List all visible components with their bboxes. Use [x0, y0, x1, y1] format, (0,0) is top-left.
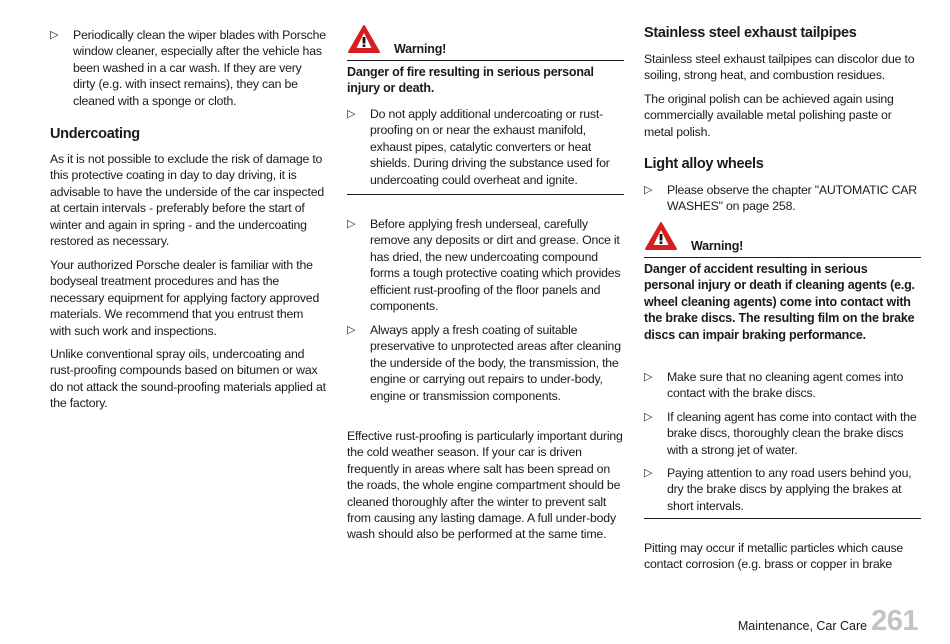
bullet-text: Do not apply additional undercoating or rust-proofing on or near the exhaust manifold, exhaust pipes, catalytic converters or heat shields. During driving the substance used for undercoating could overheat and ignite. — [370, 107, 610, 187]
page-footer — [738, 604, 918, 636]
section-heading-wheels: Light alloy wheels — [644, 156, 764, 172]
list-item — [347, 322, 624, 404]
section-heading-exhaust: Stainless steel exhaust tailpipes — [644, 25, 857, 41]
bullet-arrow-icon: ▷ — [347, 218, 356, 230]
bullet-text: Periodically clean the wiper blades with Porsche window cleaner, especially after the vehicle has been washed in a car wash. If they are very dirty (e.g. with insect remains), they can be cleaned with a sponge or cloth. — [73, 28, 326, 108]
page-number: 261 — [871, 605, 918, 637]
bullet-arrow-icon: ▷ — [347, 108, 356, 120]
warning-divider — [347, 194, 624, 195]
list-item — [644, 465, 921, 514]
list-item — [644, 409, 921, 458]
warning-label: Warning! — [691, 238, 744, 253]
bullet-text: Make sure that no cleaning agent comes into contact with the brake discs. — [667, 370, 904, 401]
warning-header — [644, 221, 921, 258]
paragraph: Your authorized Porsche dealer is familiar with the bodyseal treatment procedures and has the necessary equipment for applying factory approved materials. We recommend that you entrust them with such work and inspections. — [50, 258, 320, 338]
bullet-text: Paying attention to any road users behind you, dry the brake discs by applying the brakes at short intervals. — [667, 466, 912, 513]
footer-section-label: Maintenance, Car Care — [737, 619, 868, 633]
warning-triangle-icon — [347, 24, 381, 54]
bullet-text: Always apply a fresh coating of suitable preservative to unprotected areas after cleaning the underside of the body, the transmission, the engine or carrying out repairs to under-body, engine or transmission components. — [370, 323, 621, 403]
bullet-text: Before applying fresh underseal, carefully remove any deposits or dirt and grease. Once it has dried, the new undercoating compound forms a tough protective coating which provides efficient rust-proofing of the floor panels and components. — [370, 217, 621, 314]
list-item — [644, 182, 921, 215]
list-item — [347, 216, 624, 314]
warning-text: Danger of accident resulting in serious personal injury or death if cleaning agents (e.g. wheel cleaning agents) come into contact with the brake discs. The resulting film on the brake discs can impair braking performance. — [644, 262, 915, 342]
warning-divider — [644, 518, 921, 519]
bullet-text: Please observe the chapter "AUTOMATIC CAR WASHES" on page 258. — [667, 183, 917, 214]
warning-label: Warning! — [394, 41, 447, 56]
list-item — [347, 106, 624, 188]
bullet-arrow-icon: ▷ — [347, 324, 356, 336]
paragraph: As it is not possible to exclude the risk of damage to this protective coating in day to day driving, it is advisable to have the underside of the car inspected at certain intervals - preferably before the start of winter and again in spring - and the undercoating restored as necessary. — [50, 152, 324, 249]
section-heading-undercoating: Undercoating — [50, 126, 140, 142]
bullet-arrow-icon: ▷ — [644, 184, 653, 196]
bullet-arrow-icon: ▷ — [50, 29, 59, 41]
bullet-arrow-icon: ▷ — [644, 467, 653, 479]
warning-text: Danger of fire resulting in serious personal injury or death. — [347, 65, 594, 96]
warning-header — [347, 24, 624, 61]
warning-triangle-icon — [644, 221, 678, 251]
paragraph: The original polish can be achieved again using commercially available metal polishing paste or metal polish. — [644, 92, 894, 139]
paragraph: Unlike conventional spray oils, undercoating and rust-proofing compounds based on bitumen or wax do not attack the sound-proofing materials applied at the factory. — [50, 347, 326, 411]
paragraph: Effective rust-proofing is particularly important during the cold weather season. If your car is driven frequently in areas where salt has been spread on the roads, the whole engine compartment should be cleaned thoroughly after the winter to prevent salt from causing any lasting damage. A full under-body wash should also be performed at the same time. — [347, 429, 623, 542]
bullet-text: If cleaning agent has come into contact with the brake discs, thoroughly clean the brake discs with a strong jet of water. — [667, 410, 917, 457]
paragraph: Pitting may occur if metallic particles which cause contact corrosion (e.g. brass or copper in brake — [644, 541, 904, 572]
bullet-arrow-icon: ▷ — [644, 411, 653, 423]
paragraph: Stainless steel exhaust tailpipes can discolor due to soiling, strong heat, and combustion residues. — [644, 52, 915, 83]
bullet-arrow-icon: ▷ — [644, 371, 653, 383]
list-item — [50, 27, 327, 109]
list-item — [644, 369, 921, 402]
